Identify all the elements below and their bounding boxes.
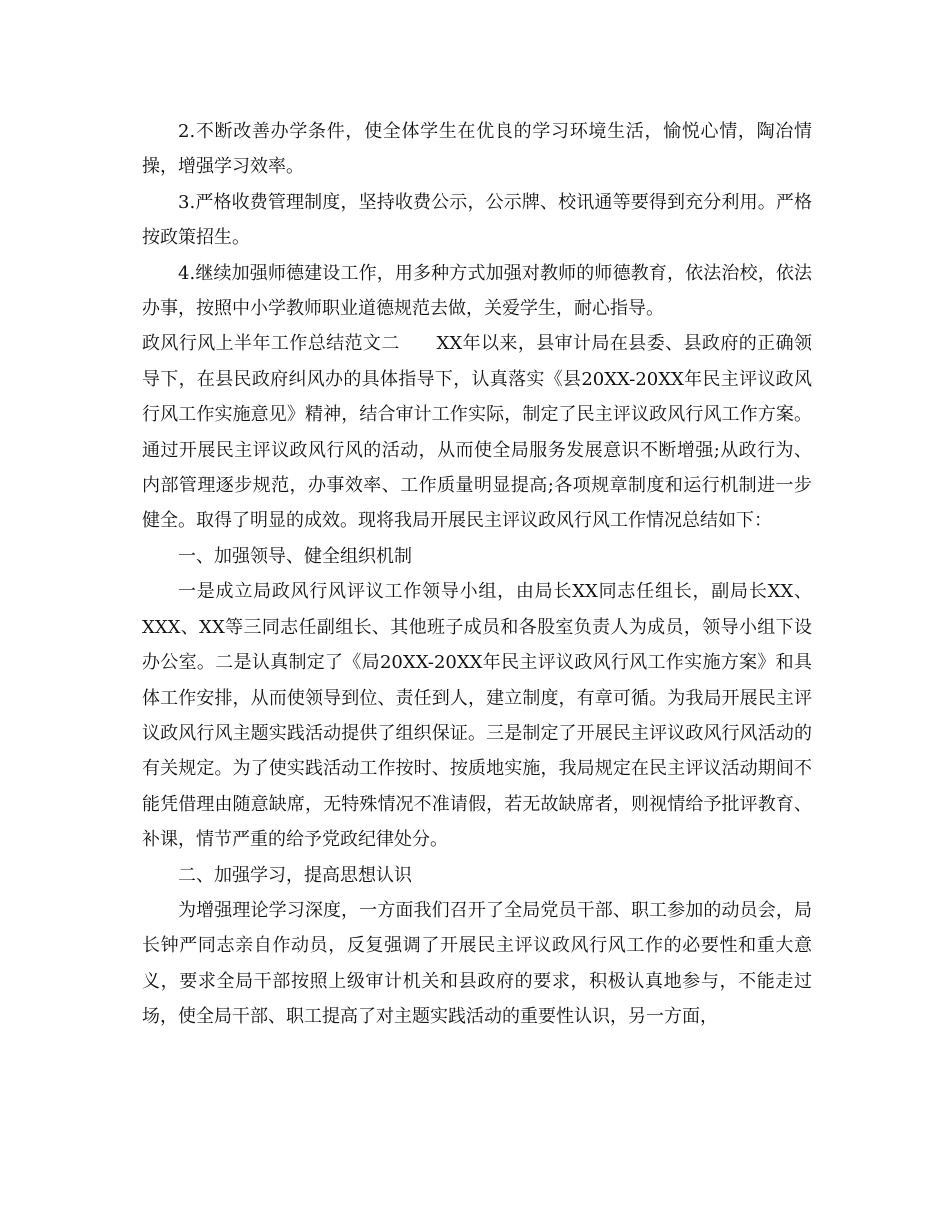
paragraph-item-3: 3.严格收费管理制度，坚持收费公示，公示牌、校讯通等要得到充分利用。严格按政策招生。 bbox=[142, 191, 812, 249]
paragraph-item-4: 4.继续加强师德建设工作，用多种方式加强对教师的师德教育，依法治校，依法办事，按照中小学教师职业道德规范去做，关爱学生，耐心指导。 bbox=[142, 262, 812, 320]
paragraph-section-2: 为增强理论学习深度，一方面我们召开了全局党员干部、职工参加的动员会，局长钟严同志亲自作动员，反复强调了开展民主评议政风行风工作的必要性和重大意义，要求全局干部按照上级审计机关和县政府的要求，积极认真地参与，不能走过场，使全局干部、职工提高了对主题实践活动的重要性认识，另一方面， bbox=[142, 899, 812, 1028]
section-heading-1: 一、加强领导、健全组织机制 bbox=[178, 545, 412, 567]
paragraph-section-1: 一是成立局政风行风评议工作领导小组，由局长XX同志任组长，副局长XX、XXX、XX等三同志任副组长、其他班子成员和各股室负责人为成员，领导小组下设办公室。二是认真制定了《局20XX-20XX年民主评议政风行风工作实施方案》和具体工作安排，从而使领导到位、责任到人，建立制度，有章可循。为我局开展民主评议政风行风主题实践活动提供了组织保证。三是制定了开展民主评议政风行风活动的有关规定。为了使实践活动工作按时、按质地实施，我局规定在民主评议活动期间不能凭借理由随意缺席，无特殊情况不准请假，若无故缺席者，则视情给予批评教育、补课，情节严重的给予党政纪律处分。 bbox=[142, 581, 812, 851]
paragraph-section-intro: 政风行风上半年工作总结范文二 XX年以来，县审计局在县委、县政府的正确领导下，在县民政府纠风办的具体指导下，认真落实《县20XX-20XX年民主评议政风行风工作实施意见》精神，结合审计工作实际，制定了民主评议政风行风工作方案。通过开展民主评议政风行风的活动，从而使全局服务发展意识不断增强;从政行为、内部管理逐步规范，办事效率、工作质量明显提高;各项规章制度和运行机制进一步健全。取得了明显的成效。现将我局开展民主评议政风行风工作情况总结如下： bbox=[142, 333, 812, 532]
document-body bbox=[142, 114, 812, 1035]
paragraph-item-2: 2.不断改善办学条件，使全体学生在优良的学习环境生活，愉悦心情，陶冶情操，增强学习效率。 bbox=[142, 121, 812, 178]
section-heading-2: 二、加强学习，提高思想认识 bbox=[178, 864, 412, 886]
